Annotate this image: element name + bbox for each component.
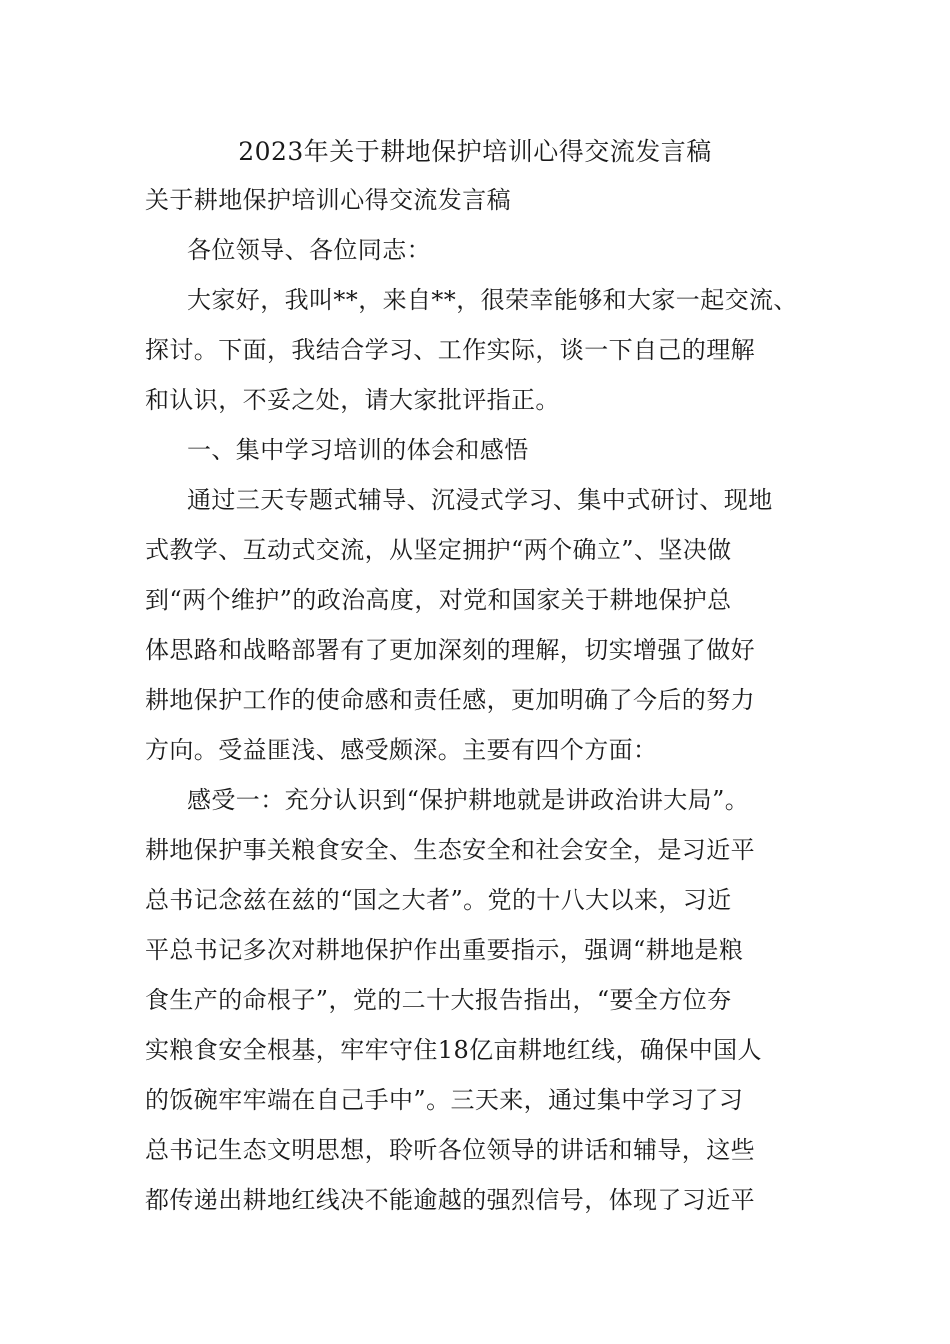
paragraph-line: 探讨。下面，我结合学习、工作实际，谈一下自己的理解 bbox=[145, 336, 755, 364]
paragraph-line: 式教学、互动式交流，从坚定拥护“两个确立”、坚决做 bbox=[145, 536, 732, 564]
paragraph-line: 感受一：充分认识到“保护耕地就是讲政治讲大局”。 bbox=[187, 786, 750, 814]
section-heading: 一、集中学习培训的体会和感悟 bbox=[187, 436, 529, 464]
paragraph-line: 耕地保护事关粮食安全、生态安全和社会安全，是习近平 bbox=[145, 836, 755, 864]
document-title: 2023年关于耕地保护培训心得交流发言稿 bbox=[238, 137, 712, 166]
paragraph-line: 通过三天专题式辅导、沉浸式学习、集中式研讨、现地 bbox=[187, 486, 773, 514]
paragraph-line: 大家好，我叫**，来自**，很荣幸能够和大家一起交流、 bbox=[187, 286, 798, 314]
paragraph-line: 的饭碗牢牢端在自己手中”。三天来，通过集中学习了习 bbox=[145, 1086, 744, 1114]
paragraph-line: 体思路和战略部署有了更加深刻的理解，切实增强了做好 bbox=[145, 636, 755, 664]
paragraph-line: 到“两个维护”的政治高度，对党和国家关于耕地保护总 bbox=[145, 586, 732, 614]
paragraph-line: 都传递出耕地红线决不能逾越的强烈信号，体现了习近平 bbox=[145, 1186, 755, 1214]
paragraph-line: 实粮食安全根基，牢牢守住18亿亩耕地红线，确保中国人 bbox=[145, 1036, 762, 1064]
subtitle-line: 关于耕地保护培训心得交流发言稿 bbox=[145, 186, 511, 214]
paragraph-line: 平总书记多次对耕地保护作出重要指示，强调“耕地是粮 bbox=[145, 936, 744, 964]
salutation-line: 各位领导、各位同志： bbox=[187, 236, 431, 264]
paragraph-line: 食生产的命根子”，党的二十大报告指出，“要全方位夯 bbox=[145, 986, 732, 1014]
paragraph-line: 耕地保护工作的使命感和责任感，更加明确了今后的努力 bbox=[145, 686, 755, 714]
paragraph-line: 总书记生态文明思想，聆听各位领导的讲话和辅导，这些 bbox=[145, 1136, 755, 1164]
paragraph-line: 和认识，不妥之处，请大家批评指正。 bbox=[145, 386, 560, 414]
paragraph-line: 总书记念兹在兹的“国之大者”。党的十八大以来，习近 bbox=[145, 886, 732, 914]
paragraph-line: 方向。受益匪浅、感受颇深。主要有四个方面： bbox=[145, 736, 658, 764]
